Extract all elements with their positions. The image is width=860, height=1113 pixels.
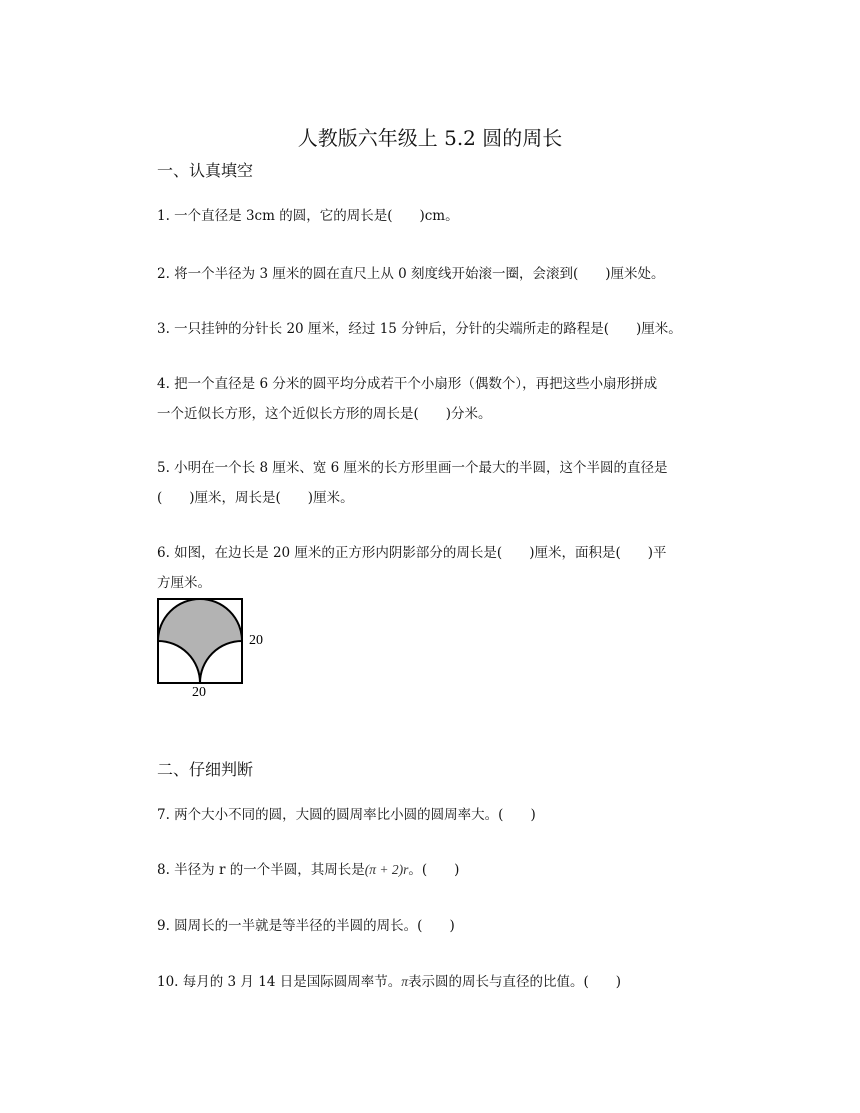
page-title: 人教版六年级上 5.2 圆的周长 — [297, 126, 563, 150]
section-heading-fill-in: 一、认真填空 — [157, 161, 254, 180]
question-2: 2. 将一个半径为 3 厘米的圆在直尺上从 0 刻度线开始滚一圈，会滚到( )厘米处。 — [157, 266, 665, 282]
question-8 — [157, 855, 717, 885]
pi-symbol: π — [401, 974, 408, 989]
question-6 — [157, 538, 717, 598]
question-5 — [157, 453, 717, 513]
question-10-text: 10. 每月的 3 月 14 日是国际圆周率节。 — [157, 974, 402, 990]
question-4-line-2: 一个近似长方形，这个近似长方形的周长是( )分米。 — [157, 406, 492, 422]
question-3: 3. 一只挂钟的分针长 20 厘米，经过 15 分钟后，分针的尖端所走的路程是( )厘米。 — [157, 321, 682, 337]
bottom-side-label: 20 — [192, 685, 206, 700]
question-10 — [157, 967, 717, 997]
question-1: 1. 一个直径是 3cm 的圆，它的周长是( )cm。 — [157, 208, 459, 224]
question-10-tail: 表示圆的周长与直径的比值。( ) — [407, 974, 622, 990]
question-5-line-2: ( )厘米，周长是( )厘米。 — [157, 490, 354, 506]
question-8-text: 8. 半径为 r 的一个半圆，其周长是 — [157, 862, 365, 878]
question-9: 9. 圆周长的一半就是等半径的半圆的周长。( ) — [157, 918, 455, 934]
question-6-line-2: 方厘米。 — [157, 575, 211, 591]
section-heading-judge: 二、仔细判断 — [157, 760, 254, 779]
question-4-line-1: 4. 把一个直径是 6 分米的圆平均分成若干个小扇形（偶数个），再把这些小扇形拼成 — [157, 376, 658, 392]
question-8-tail: 。( ) — [408, 862, 460, 878]
right-side-label: 20 — [249, 633, 263, 648]
question-4 — [157, 369, 717, 429]
square-shaded-figure — [155, 596, 285, 700]
question-5-line-1: 5. 小明在一个长 8 厘米、宽 6 厘米的长方形里画一个最大的半圆，这个半圆的直径是 — [157, 460, 668, 476]
question-7: 7. 两个大小不同的圆，大圆的圆周率比小圆的圆周率大。( ) — [157, 807, 536, 823]
shaded-region — [158, 599, 242, 683]
question-8-formula: (π + 2)r — [364, 862, 409, 877]
question-6-line-1: 6. 如图，在边长是 20 厘米的正方形内阴影部分的周长是( )厘米，面积是( )平 — [157, 545, 667, 561]
